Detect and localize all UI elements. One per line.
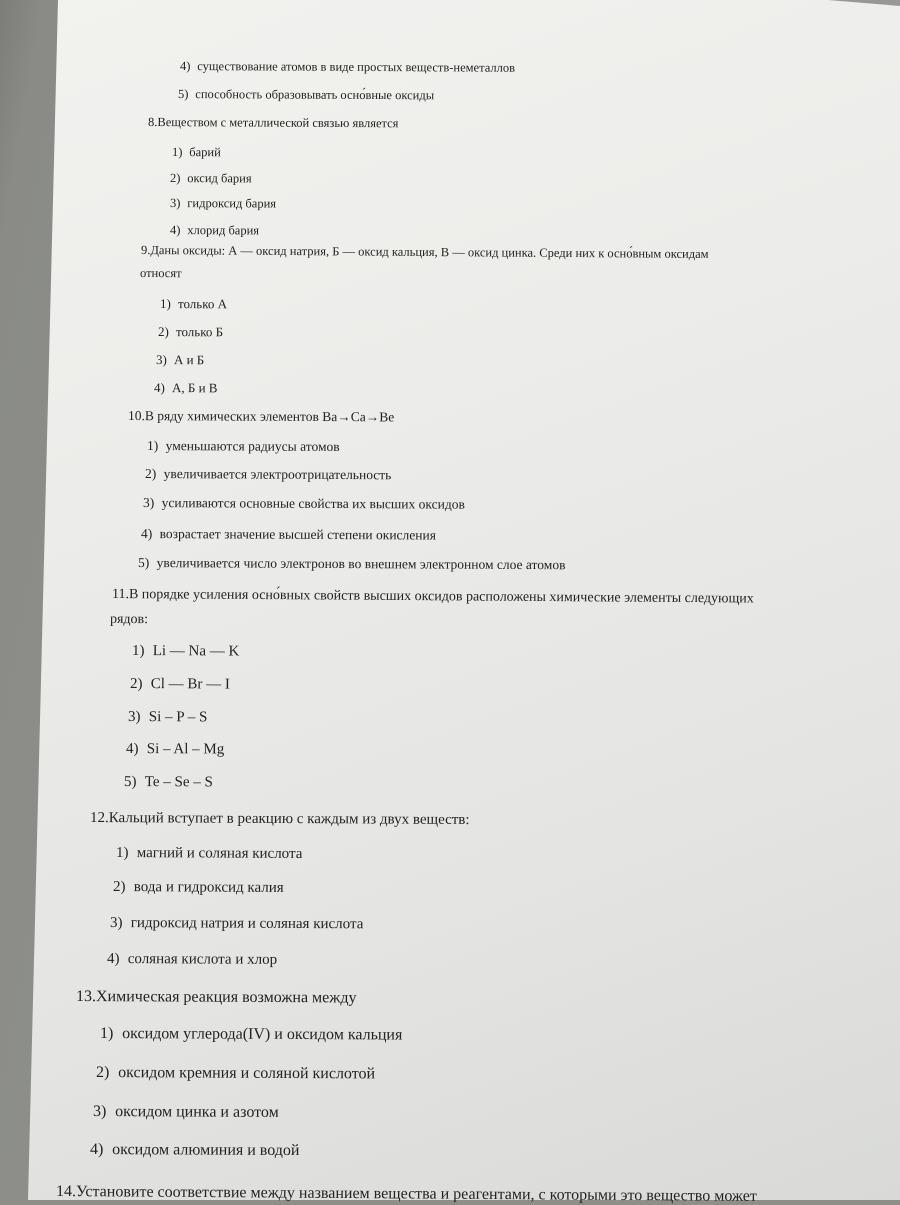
answer-option (128, 710, 207, 725)
option-number: 4) (140, 526, 153, 542)
option-label: А, Б и В (171, 380, 218, 396)
option-label: увеличивается число электронов во внешнем электронном слое атомов (156, 555, 566, 573)
option-number: 5) (123, 774, 137, 791)
option-number: 4) (89, 1141, 104, 1159)
answer-option (90, 1142, 300, 1159)
option-label: соляная кислота и хлор (127, 951, 278, 968)
answer-option (126, 742, 224, 758)
option-number: 2) (169, 171, 181, 186)
question-text (128, 409, 394, 424)
option-number: 3) (169, 196, 181, 211)
question-text (140, 267, 182, 280)
option-label: возрастает значение высшей степени окисления (159, 526, 437, 543)
option-label: Li — Na — K (152, 643, 240, 660)
option-number: 4) (169, 223, 181, 238)
answer-option (147, 439, 340, 454)
answer-option (160, 297, 227, 310)
answer-option (156, 353, 204, 366)
option-label: оксид бария (187, 171, 252, 186)
answer-option (154, 381, 218, 394)
answer-option (124, 775, 213, 790)
answer-option (145, 467, 391, 482)
option-label: гидроксид натрия и соляная кислота (130, 915, 364, 933)
option-label: Cl — Br — I (150, 676, 230, 693)
option-label: Te – Se – S (144, 774, 213, 791)
option-label: гидроксид бария (187, 196, 277, 211)
question-label: 8.Веществом с металлической связью является (147, 115, 399, 131)
option-number: 5) (177, 87, 189, 102)
question-text (112, 588, 754, 606)
option-label: увеличивается электроотрицательность (163, 466, 392, 483)
option-label: оксидом кремния и соляной кислотой (118, 1064, 376, 1083)
question-text (76, 989, 357, 1006)
answer-option (170, 224, 259, 237)
option-number: 1) (146, 438, 159, 454)
option-number: 1) (131, 643, 145, 660)
option-number: 1) (115, 845, 129, 862)
answer-option (113, 880, 284, 896)
option-label: только А (177, 296, 228, 312)
option-label: существование атомов в виде простых веществ-неметаллов (197, 59, 516, 75)
option-label: усиливаются основные свойства их высших оксидов (161, 495, 465, 512)
option-number: 3) (142, 495, 155, 511)
answer-option (107, 952, 277, 968)
answer-option (130, 677, 230, 693)
option-number: 4) (125, 741, 139, 758)
option-label: магний и соляная кислота (136, 845, 303, 862)
option-label: только Б (175, 324, 224, 340)
option-number: 2) (157, 324, 169, 340)
answer-option (141, 527, 436, 542)
answer-option (132, 644, 239, 660)
option-number: 3) (127, 709, 141, 726)
option-label: А и Б (173, 352, 205, 368)
answer-option (93, 1104, 279, 1121)
question-text (148, 116, 399, 130)
option-label: способность образовывать осно́вные оксиды (195, 87, 435, 103)
option-label: оксидом углерода(IV) и оксидом кальция (122, 1025, 403, 1044)
answer-option (170, 172, 252, 185)
option-label: оксидом цинка и азотом (115, 1103, 279, 1121)
option-label: барий (189, 145, 221, 160)
option-number: 1) (99, 1025, 114, 1043)
option-label: Si – Al – Mg (146, 741, 225, 758)
question-label: 11.В порядке усиления осно́вных свойств высших оксидов расположены химические элементы следующих (111, 587, 754, 607)
answer-option (138, 556, 566, 572)
answer-option (143, 496, 465, 511)
question-label: 12.Кальций вступает в реакцию с каждым из двух веществ: (89, 810, 470, 828)
option-number: 5) (137, 555, 150, 571)
option-number: 3) (109, 915, 123, 932)
option-label: Si – P – S (148, 709, 208, 726)
option-number: 4) (106, 951, 120, 968)
question-label: рядов: (109, 612, 149, 628)
answer-option (116, 846, 302, 862)
option-label: вода и гидроксид калия (133, 879, 284, 896)
question-text (110, 613, 148, 627)
option-number: 4) (179, 59, 191, 74)
option-number: 1) (171, 145, 183, 160)
answer-option (158, 325, 223, 338)
question-label: 9.Даны оксиды: А — оксид натрия, Б — оксид кальция, В — оксид цинка. Среди них к осно́вным оксидам (140, 243, 709, 261)
option-number: 2) (95, 1064, 110, 1082)
answer-option (178, 88, 434, 102)
question-text (141, 244, 709, 260)
option-number: 2) (129, 676, 143, 693)
question-label: 14.Установите соответствие между названием вещества и реагентами, с которыми это вещество может (55, 1183, 757, 1205)
question-label: 13.Химическая реакция возможна между (75, 988, 357, 1007)
option-number: 2) (112, 879, 126, 896)
option-label: уменьшаются радиусы атомов (165, 438, 340, 455)
option-number: 2) (144, 466, 157, 482)
answer-option (172, 146, 221, 159)
question-label: 10.В ряду химических элементов Ba→Ca→Be (127, 408, 395, 425)
question-text (56, 1184, 757, 1205)
answer-option (100, 1026, 402, 1044)
answer-option (96, 1065, 375, 1082)
option-label: оксидом алюминия и водой (112, 1141, 300, 1160)
question-text (90, 811, 470, 828)
option-number: 3) (92, 1103, 107, 1121)
option-number: 1) (159, 296, 171, 312)
answer-option (170, 197, 276, 210)
option-label: хлорид бария (187, 223, 260, 238)
question-label: относят (139, 266, 182, 281)
option-number: 4) (153, 380, 165, 396)
option-number: 3) (155, 352, 167, 368)
answer-option (180, 60, 515, 74)
answer-option (110, 916, 363, 932)
